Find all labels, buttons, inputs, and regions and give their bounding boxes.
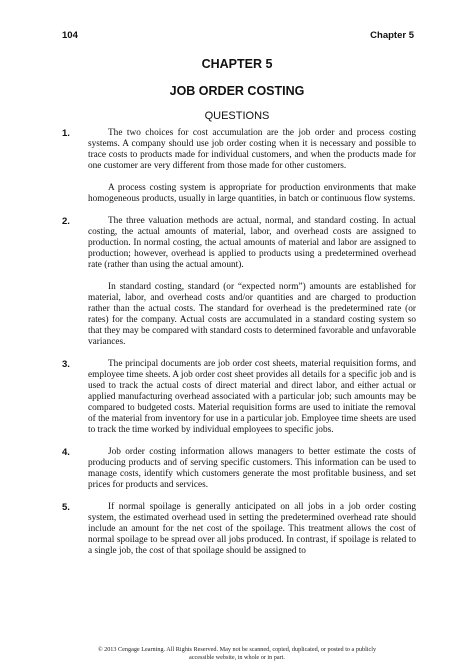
question-paragraph: The principal documents are job order cost sheets, material requisition forms, and employee time sheets. A job order cost sheet provides all details for a specific job and is used to track the actual costs of direct material and direct labor, and either actual or applied manufacturing overhead associated with a particular job; such amounts may be compared to budgeted costs. Material requisition forms are used to initiate the removal of the material from inventory for use in a particular job. Employee time sheets are used to track the time worked by individual employees to specific jobs. [88,359,416,435]
question-item [62,128,416,205]
question-number: 1. [62,128,70,139]
copyright-footer [0,646,474,662]
copyright-line: accessible website, in whole or in part. [189,654,285,661]
copyright-line: © 2013 Cengage Learning. All Rights Reserved. May not be scanned, copied, duplicated, or posted to a publicly [97,646,377,653]
question-paragraph: The two choices for cost accumulation are the job order and process costing systems. A company should use job order costing when it is necessary and possible to trace costs to products made for individual customers, and when the products made for one customer are very different from those made for other customers. [88,128,416,171]
question-number: 2. [62,216,70,227]
question-number: 4. [62,447,70,458]
page-number: 104 [62,30,78,41]
question-paragraph: In standard costing, standard (or “expected norm”) amounts are established for material, labor, and overhead costs and/or quantities and are charged to production rather than the actual costs. The standard for overhead is the predetermined rate (or rates) for the company. Actual costs are accumulated in a standard costing system so that they may be compared with standard costs to determined favorable and unfavorable variances. [88,282,416,347]
question-paragraph: The three valuation methods are actual, normal, and standard costing. In actual costing, the actual amounts of material, labor, and overhead costs are assigned to production. In normal costing, the actual amounts of material and labor are assigned to production; however, overhead is applied to products using a predetermined overhead rate (rather than using the actual amount). [88,216,416,270]
question-paragraph: Job order costing information allows managers to better estimate the costs of producing products and of serving specific customers. This information can be used to manage costs, identify which customers generate the most profitable business, and set prices for products and services. [88,447,416,490]
chapter-number: CHAPTER 5 [201,57,273,71]
questions-list [62,128,416,557]
question-item [62,359,416,436]
question-number: 5. [62,502,70,513]
question-number: 3. [62,359,70,370]
chapter-title: JOB ORDER COSTING [169,84,305,98]
page-header [62,30,414,44]
running-chapter-label: Chapter 5 [370,30,414,41]
question-item [62,502,416,557]
question-paragraph: If normal spoilage is generally anticipated on all jobs in a job order costing system, the estimated overhead used in setting the predetermined overhead rate should include an amount for the net cost of the spoilage. This treatment allows the cost of normal spoilage to be spread over all jobs produced. In contrast, if spoilage is related to a single job, the cost of that spoilage should be assigned to [88,502,416,556]
question-paragraph: A process costing system is appropriate for production environments that make homogeneous products, usually in large quantities, in batch or continuous flow systems. [88,183,416,204]
section-heading: QUESTIONS [204,110,270,122]
question-item [62,447,416,491]
question-item [62,216,416,348]
